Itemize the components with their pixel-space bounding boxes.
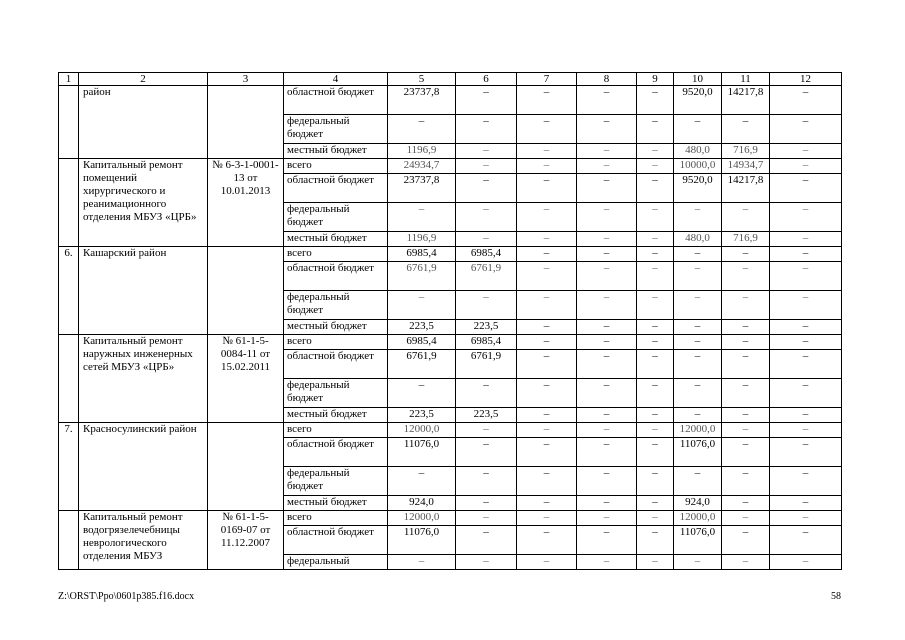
budget-category: федеральный бюджет — [284, 203, 388, 232]
budget-category: федеральный бюджет — [284, 115, 388, 144]
amount-cell: – — [770, 247, 842, 262]
amount-cell: – — [770, 159, 842, 174]
amount-cell: 1196,9 — [388, 144, 456, 159]
amount-cell: 23737,8 — [388, 86, 456, 115]
amount-cell: – — [770, 423, 842, 438]
amount-cell: – — [388, 467, 456, 496]
amount-cell: – — [722, 335, 770, 350]
budget-category: всего — [284, 335, 388, 350]
amount-cell: – — [517, 379, 577, 408]
amount-cell: – — [674, 262, 722, 291]
column-number: 6 — [456, 73, 517, 86]
document-reference: № 6-3-1-0001-13 от 10.01.2013 — [208, 159, 284, 247]
amount-cell: 9520,0 — [674, 174, 722, 203]
amount-cell: 9520,0 — [674, 86, 722, 115]
amount-cell: – — [722, 291, 770, 320]
amount-cell: – — [456, 423, 517, 438]
amount-cell: – — [722, 115, 770, 144]
amount-cell: – — [674, 247, 722, 262]
amount-cell: – — [637, 555, 674, 570]
amount-cell: 11076,0 — [674, 438, 722, 467]
amount-cell: – — [674, 320, 722, 335]
amount-cell: – — [517, 144, 577, 159]
row-number: 6. — [59, 247, 79, 335]
amount-cell: – — [577, 203, 637, 232]
amount-cell: – — [637, 86, 674, 115]
amount-cell: – — [674, 467, 722, 496]
amount-cell: – — [770, 203, 842, 232]
amount-cell: – — [577, 247, 637, 262]
amount-cell: – — [456, 203, 517, 232]
amount-cell: – — [637, 335, 674, 350]
amount-cell: – — [388, 203, 456, 232]
table-row — [59, 511, 842, 526]
amount-cell: 6985,4 — [456, 335, 517, 350]
document-reference — [208, 247, 284, 335]
amount-cell: – — [674, 203, 722, 232]
amount-cell: 223,5 — [388, 408, 456, 423]
amount-cell: – — [770, 526, 842, 555]
amount-cell: 6761,9 — [456, 262, 517, 291]
amount-cell: – — [637, 408, 674, 423]
amount-cell: 223,5 — [456, 320, 517, 335]
amount-cell: – — [674, 408, 722, 423]
amount-cell: – — [517, 350, 577, 379]
amount-cell: 924,0 — [674, 496, 722, 511]
amount-cell: – — [674, 555, 722, 570]
amount-cell: – — [770, 320, 842, 335]
budget-category: местный бюджет — [284, 496, 388, 511]
object-name: Капитальный ремонт наружных инженерных сетей МБУЗ «ЦРБ» — [79, 335, 208, 423]
amount-cell: – — [456, 159, 517, 174]
amount-cell: – — [637, 320, 674, 335]
amount-cell: 716,9 — [722, 144, 770, 159]
amount-cell: 12000,0 — [674, 511, 722, 526]
amount-cell: – — [577, 555, 637, 570]
amount-cell: 6761,9 — [388, 262, 456, 291]
amount-cell: 11076,0 — [674, 526, 722, 555]
amount-cell: – — [577, 408, 637, 423]
amount-cell: – — [456, 555, 517, 570]
amount-cell: 24934,7 — [388, 159, 456, 174]
amount-cell: – — [577, 379, 637, 408]
amount-cell: – — [517, 174, 577, 203]
amount-cell: – — [637, 291, 674, 320]
amount-cell: – — [770, 86, 842, 115]
amount-cell: – — [770, 555, 842, 570]
column-number: 1 — [59, 73, 79, 86]
document-reference — [208, 86, 284, 159]
amount-cell: 480,0 — [674, 232, 722, 247]
amount-cell: – — [637, 379, 674, 408]
row-number — [59, 335, 79, 423]
amount-cell: 223,5 — [456, 408, 517, 423]
amount-cell: – — [637, 174, 674, 203]
document-reference — [208, 423, 284, 511]
amount-cell: – — [456, 511, 517, 526]
amount-cell: 11076,0 — [388, 438, 456, 467]
amount-cell: 14934,7 — [722, 159, 770, 174]
budget-category: всего — [284, 423, 388, 438]
amount-cell: – — [770, 467, 842, 496]
column-number: 7 — [517, 73, 577, 86]
amount-cell: – — [637, 350, 674, 379]
amount-cell: – — [722, 526, 770, 555]
column-numbers-row — [59, 73, 842, 86]
amount-cell: – — [456, 291, 517, 320]
object-name: Капитальный ремонт водогрязелечебницы неврологического отделения МБУЗ — [79, 511, 208, 570]
budget-category: всего — [284, 159, 388, 174]
amount-cell: – — [722, 203, 770, 232]
amount-cell: – — [674, 291, 722, 320]
budget-category: областной бюджет — [284, 438, 388, 467]
amount-cell: – — [388, 379, 456, 408]
amount-cell: – — [517, 423, 577, 438]
amount-cell: – — [577, 174, 637, 203]
amount-cell: – — [722, 379, 770, 408]
table-row — [59, 159, 842, 174]
budget-category: всего — [284, 511, 388, 526]
amount-cell: – — [674, 379, 722, 408]
document-reference: № 61-1-5-0169-07 от 11.12.2007 — [208, 511, 284, 570]
row-number: 7. — [59, 423, 79, 511]
amount-cell: 14217,8 — [722, 174, 770, 203]
table-body — [59, 73, 842, 570]
amount-cell: – — [722, 350, 770, 379]
amount-cell: – — [770, 379, 842, 408]
amount-cell: – — [456, 232, 517, 247]
amount-cell: – — [637, 144, 674, 159]
amount-cell: – — [456, 86, 517, 115]
amount-cell: – — [517, 159, 577, 174]
amount-cell: 12000,0 — [388, 423, 456, 438]
amount-cell: – — [577, 467, 637, 496]
amount-cell: 223,5 — [388, 320, 456, 335]
amount-cell: – — [517, 203, 577, 232]
amount-cell: – — [456, 115, 517, 144]
amount-cell: – — [722, 511, 770, 526]
amount-cell: – — [577, 291, 637, 320]
budget-table — [58, 72, 842, 570]
amount-cell: – — [770, 350, 842, 379]
budget-category: областной бюджет — [284, 86, 388, 115]
amount-cell: – — [517, 335, 577, 350]
amount-cell: 480,0 — [674, 144, 722, 159]
amount-cell: 924,0 — [388, 496, 456, 511]
amount-cell: – — [517, 320, 577, 335]
row-number — [59, 159, 79, 247]
amount-cell: – — [517, 291, 577, 320]
amount-cell: – — [517, 247, 577, 262]
amount-cell: – — [517, 496, 577, 511]
amount-cell: 6985,4 — [388, 335, 456, 350]
amount-cell: – — [517, 438, 577, 467]
amount-cell: 11076,0 — [388, 526, 456, 555]
amount-cell: – — [722, 438, 770, 467]
amount-cell: – — [770, 262, 842, 291]
amount-cell: – — [517, 262, 577, 291]
page-number: 58 — [831, 591, 841, 602]
amount-cell: – — [770, 115, 842, 144]
budget-category: местный бюджет — [284, 144, 388, 159]
budget-category: областной бюджет — [284, 262, 388, 291]
amount-cell: – — [637, 115, 674, 144]
object-name: Кашарский район — [79, 247, 208, 335]
amount-cell: – — [388, 115, 456, 144]
column-number: 10 — [674, 73, 722, 86]
amount-cell: 6985,4 — [388, 247, 456, 262]
table-row — [59, 335, 842, 350]
table-row — [59, 86, 842, 115]
budget-category: федеральный — [284, 555, 388, 570]
document-path: Z:\ORST\Ppo\0601p385.f16.docx — [58, 591, 195, 602]
amount-cell: – — [456, 467, 517, 496]
amount-cell: – — [722, 408, 770, 423]
amount-cell: – — [770, 144, 842, 159]
amount-cell: 23737,8 — [388, 174, 456, 203]
amount-cell: – — [637, 232, 674, 247]
column-number: 11 — [722, 73, 770, 86]
amount-cell: – — [517, 526, 577, 555]
column-number: 2 — [79, 73, 208, 86]
column-number: 5 — [388, 73, 456, 86]
budget-category: федеральный бюджет — [284, 291, 388, 320]
amount-cell: – — [517, 467, 577, 496]
amount-cell: – — [637, 247, 674, 262]
amount-cell: – — [456, 526, 517, 555]
column-number: 4 — [284, 73, 388, 86]
object-name: Капитальный ремонт помещений хирургического и реанимационного отделения МБУЗ «ЦРБ» — [79, 159, 208, 247]
amount-cell: – — [637, 262, 674, 291]
amount-cell: – — [770, 408, 842, 423]
amount-cell: – — [577, 159, 637, 174]
amount-cell: – — [770, 511, 842, 526]
amount-cell: – — [770, 335, 842, 350]
row-number — [59, 511, 79, 570]
amount-cell: – — [637, 467, 674, 496]
amount-cell: – — [517, 408, 577, 423]
budget-category: местный бюджет — [284, 408, 388, 423]
amount-cell: 12000,0 — [388, 511, 456, 526]
amount-cell: – — [577, 262, 637, 291]
amount-cell: – — [637, 438, 674, 467]
amount-cell: 14217,8 — [722, 86, 770, 115]
column-number: 12 — [770, 73, 842, 86]
amount-cell: – — [770, 496, 842, 511]
amount-cell: – — [577, 232, 637, 247]
budget-category: областной бюджет — [284, 350, 388, 379]
amount-cell: – — [637, 496, 674, 511]
budget-category: местный бюджет — [284, 232, 388, 247]
document-reference: № 61-1-5-0084-11 от 15.02.2011 — [208, 335, 284, 423]
amount-cell: – — [577, 86, 637, 115]
amount-cell: – — [674, 115, 722, 144]
amount-cell: – — [722, 247, 770, 262]
amount-cell: – — [456, 379, 517, 408]
table-row — [59, 247, 842, 262]
amount-cell: – — [722, 555, 770, 570]
amount-cell: – — [722, 467, 770, 496]
amount-cell: – — [722, 262, 770, 291]
amount-cell: 6985,4 — [456, 247, 517, 262]
amount-cell: – — [388, 291, 456, 320]
amount-cell: 6761,9 — [388, 350, 456, 379]
amount-cell: – — [770, 232, 842, 247]
row-number — [59, 86, 79, 159]
amount-cell: 1196,9 — [388, 232, 456, 247]
column-number: 8 — [577, 73, 637, 86]
amount-cell: – — [577, 496, 637, 511]
amount-cell: – — [637, 159, 674, 174]
amount-cell: – — [577, 526, 637, 555]
amount-cell: – — [577, 320, 637, 335]
amount-cell: – — [456, 174, 517, 203]
amount-cell: – — [637, 526, 674, 555]
amount-cell: – — [637, 203, 674, 232]
amount-cell: – — [722, 496, 770, 511]
amount-cell: – — [577, 511, 637, 526]
amount-cell: – — [517, 232, 577, 247]
amount-cell: – — [770, 438, 842, 467]
amount-cell: 6761,9 — [456, 350, 517, 379]
table-row — [59, 423, 842, 438]
amount-cell: – — [517, 86, 577, 115]
amount-cell: – — [577, 350, 637, 379]
amount-cell: – — [722, 320, 770, 335]
amount-cell: – — [456, 144, 517, 159]
amount-cell: – — [517, 511, 577, 526]
amount-cell: – — [674, 350, 722, 379]
amount-cell: – — [637, 423, 674, 438]
amount-cell: – — [722, 423, 770, 438]
object-name: Красносулинский район — [79, 423, 208, 511]
budget-category: всего — [284, 247, 388, 262]
amount-cell: – — [577, 438, 637, 467]
amount-cell: – — [517, 115, 577, 144]
amount-cell: – — [577, 144, 637, 159]
column-number: 3 — [208, 73, 284, 86]
column-number: 9 — [637, 73, 674, 86]
amount-cell: – — [577, 335, 637, 350]
budget-category: федеральный бюджет — [284, 379, 388, 408]
amount-cell: – — [517, 555, 577, 570]
amount-cell: – — [637, 511, 674, 526]
budget-category: областной бюджет — [284, 174, 388, 203]
amount-cell: – — [388, 555, 456, 570]
amount-cell: – — [770, 291, 842, 320]
amount-cell: – — [456, 438, 517, 467]
amount-cell: 10000,0 — [674, 159, 722, 174]
amount-cell: – — [577, 115, 637, 144]
budget-category: областной бюджет — [284, 526, 388, 555]
amount-cell: – — [770, 174, 842, 203]
amount-cell: 12000,0 — [674, 423, 722, 438]
amount-cell: 716,9 — [722, 232, 770, 247]
amount-cell: – — [577, 423, 637, 438]
object-name: район — [79, 86, 208, 159]
budget-category: местный бюджет — [284, 320, 388, 335]
amount-cell: – — [674, 335, 722, 350]
amount-cell: – — [456, 496, 517, 511]
budget-category: федеральный бюджет — [284, 467, 388, 496]
